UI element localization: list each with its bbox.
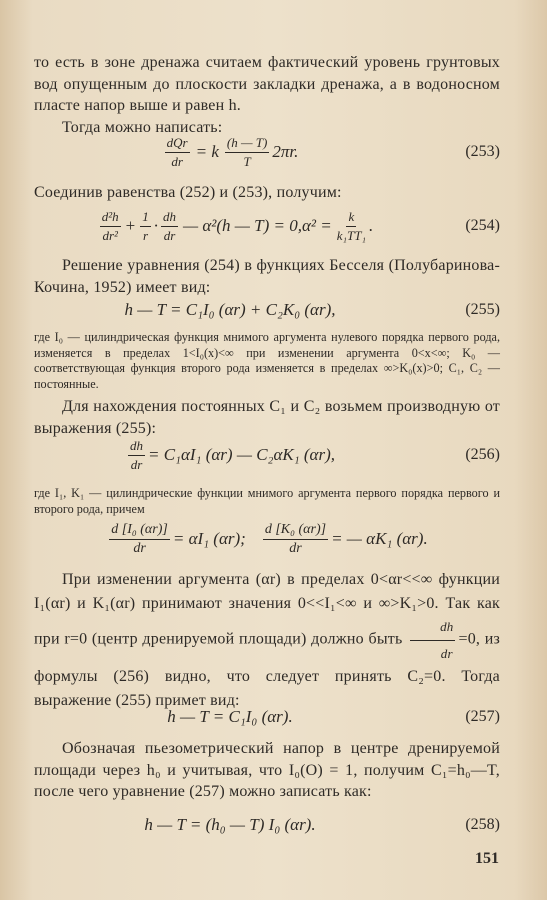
paragraph-text: Тогда можно написать: xyxy=(62,118,223,136)
equation-number: (255) xyxy=(465,301,500,318)
page-number: 151 xyxy=(475,850,499,867)
paragraph-combine: Соединив равенства (252) и (253), получим: xyxy=(34,184,342,201)
equation-number: (253) xyxy=(465,143,500,160)
equation-254 xyxy=(34,202,500,250)
equation-number: (254) xyxy=(465,217,500,234)
note-functions: где I₀ — цилиндрическая функция мнимого аргумента нулевого порядка первого рода, изменяется в пределах 1<I₀(x)<∞ при изменении аргумента 0<x<∞; K₀ — соответствующая функция второго рода изменяется в пределах ∞>K₀(x)>0; C₁, C₂ — постоянные. xyxy=(34,330,500,391)
equation-derivatives xyxy=(34,516,500,562)
equation-258 xyxy=(34,808,500,842)
equation-formula: $\frac{dh}{dr}$ = C₁αI₁ (αr) — C₂αK₁ (αr), xyxy=(130,437,335,472)
equation-number: (257) xyxy=(465,708,500,725)
equation-formula: h — T = C₁I₀ (αr). xyxy=(167,707,293,726)
equation-257 xyxy=(34,700,500,734)
paragraph-bessel: Решение уравнения (254) в функциях Бесселя (Полубаринова-Кочина, 1952) имеет вид: xyxy=(34,257,500,296)
equation-formula: $\frac{\text{d²h}}{\text{dr²}}$ + $\frac{1}{r}$ · $\frac{dh}{dr}$ — α²(h — T) = 0,α² = $\frac{k}{\text{k₁TT₁}}$ . xyxy=(101,208,374,243)
equation-formula: h — T = C₁I₀ (αr) + C₂K₀ (αr), xyxy=(124,300,336,319)
paragraph-constants: Для нахождения постоянных C₁ и C₂ возьмем производную от выражения (255): xyxy=(34,398,500,437)
equation-number: (256) xyxy=(465,446,500,463)
paragraph-text: то есть в зоне дренажа считаем фактический уровень грунтовых вод опущенным до плоскости закладки дренажа, а в водоносном пласте напор выше и равен h. xyxy=(34,54,500,114)
equation-253 xyxy=(34,130,500,174)
paragraph-intro xyxy=(34,52,500,138)
equation-formula: h — T = (h₀ — T) I₀ (αr). xyxy=(144,815,316,834)
paragraph-piezometric: Обозначая пьезометрический напор в центре дренируемой площади через h₀ и учитывая, что I₀(O) = 1, получим C₁=h₀—T, после чего уравнение (257) можно записать как: xyxy=(34,740,500,800)
equation-256 xyxy=(34,432,500,478)
equation-number: (258) xyxy=(465,816,500,833)
note-derivatives: где I₁, K₁ — цилиндрические функции мнимого аргумента первого порядка первого и второго рода, причем xyxy=(34,486,500,516)
equation-255 xyxy=(34,294,500,326)
equation-formula: $\frac{\text{d [I₀ (αr)]}}{dr}$ = αI₁ (αr); $\frac{\text{d [K₀ (αr)]}}{dr}$ = — αK₁ (αr). xyxy=(111,521,428,556)
equation-formula: $\frac{\text{dQr}}{dr}$ = k $\frac{(h — T)}{T}$ 2πr. xyxy=(166,134,299,169)
paragraph-argument: При изменении аргумента (αr) в пределах 0<αr<<∞ функции I₁(αr) и K₁(αr) принимают значения 0<<I₁<∞ и ∞>K₁>0. Так как при r=0 (центр дренируемой площади) должно быть $\frac{dh}{dr}$ =0, из формулы (256) видно, что следует принять C₂=0. Тогда выражение (255) примет вид: xyxy=(34,571,500,709)
